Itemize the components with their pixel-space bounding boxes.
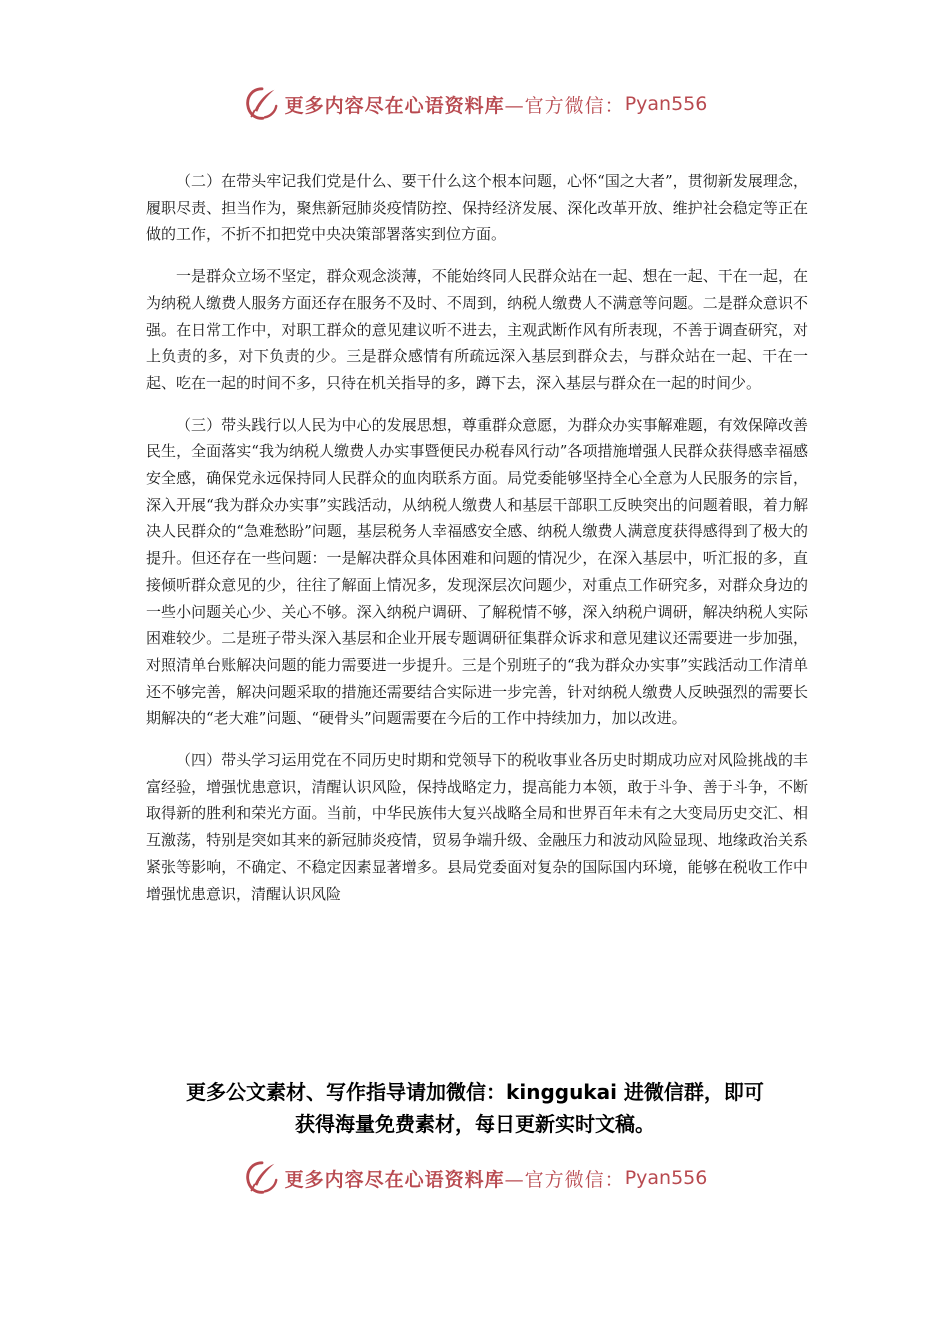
promo-line-2: 获得海量免费素材，每日更新实时文稿。 [295,1112,655,1136]
header-watermark-banner [0,84,950,124]
promo-notice [110,1076,840,1140]
promo-line-1: 更多公文素材、写作指导请加微信：kinggukai 进微信群，即可 [186,1080,764,1104]
paragraph-section-3: （三）带头践行以人民为中心的发展思想，尊重群众意愿，为群众办实事解难题，有效保障改善民生，全面落实“我为纳税人缴费人办实事暨便民办税春风行动”各项措施增强人民群众获得感幸福感安全感，确保党永远保持同人民群众的血肉联系方面。局党委能够坚持全心全意为人民服务的宗旨，深入开展“我为群众办实事”实践活动，从纳税人缴费人和基层干部职工反映突出的问题着眼，着力解决人民群众的“急难愁盼”问题，基层税务人幸福感安全感、纳税人缴费人满意度获得感得到了极大的提升。但还存在一些问题：一是解决群众具体困难和问题的情况少，在深入基层中，听汇报的多，直接倾听群众意见的少，往往了解面上情况多，发现深层次问题少，对重点工作研究多，对群众身边的一些小问题关心少、关心不够。深入纳税户调研、了解税情不够，深入纳税户调研，解决纳税人实际困难较少。二是班子带头深入基层和企业开展专题调研征集群众诉求和意见建议还需要进一步加强，对照清单台账解决问题的能力需要进一步提升。三是个别班子的“我为群众办实事”实践活动工作清单还不够完善，解决问题采取的措施还需要结合实际进一步完善，针对纳税人缴费人反映强烈的需要长期解决的“老大难”问题、“硬骨头”问题需要在今后的工作中持续加力，加以改进。 [146,415,808,728]
paragraph-section-2-problems: 一是群众立场不坚定，群众观念淡薄，不能始终同人民群众站在一起、想在一起、干在一起，在为纳税人缴费人服务方面还存在服务不及时、不周到，纳税人缴费人不满意等问题。二是群众意识不强。在日常工作中，对职工群众的意见建议听不进去，主观武断作风有所表现，不善于调查研究，对上负责的多，对下负责的少。三是群众感情有所疏远深入基层到群众去，与群众站在一起、干在一起、吃在一起的时间不多，只待在机关指导的多，蹲下去，深入基层与群众在一起的时间少。 [146,267,808,392]
banner-separator-text: —官方微信： [504,94,625,117]
quill-pen-logo-icon [243,85,281,123]
document-body [146,168,808,922]
banner-wechat-id: Pyan556 [624,93,708,115]
paragraph-section-4: （四）带头学习运用党在不同历史时期和党领导下的税收事业各历史时期成功应对风险挑战的丰富经验，增强忧患意识，清醒认识风险，保持战略定力，提高能力本领，敢于斗争、善于斗争，不断取得新的胜利和荣光方面。当前，中华民族伟大复兴战略全局和世界百年未有之大变局历史交汇、相互激荡，特别是突如其来的新冠肺炎疫情，贸易争端升级、金融压力和波动风险显现、地缘政治关系紧张等影响，不确定、不稳定因素显著增多。县局党委面对复杂的国际国内环境，能够在税收工作中增强忧患意识，清醒认识风险 [146,751,808,903]
banner-brand-text: 更多内容尽在心语资料库 [284,1168,505,1191]
banner-wechat-id: Pyan556 [624,1167,708,1189]
banner-brand-text: 更多内容尽在心语资料库 [284,94,505,117]
banner-separator-text: —官方微信： [504,1168,625,1191]
quill-pen-logo-icon [243,1159,281,1197]
footer-watermark-banner [0,1158,950,1198]
paragraph-section-2: （二）在带头牢记我们党是什么、要干什么这个根本问题，心怀“国之大者”，贯彻新发展理念，履职尽责、担当作为，聚焦新冠肺炎疫情防控、保持经济发展、深化改革开放、维护社会稳定等正在做的工作，不折不扣把党中央决策部署落实到位方面。 [146,172,808,244]
